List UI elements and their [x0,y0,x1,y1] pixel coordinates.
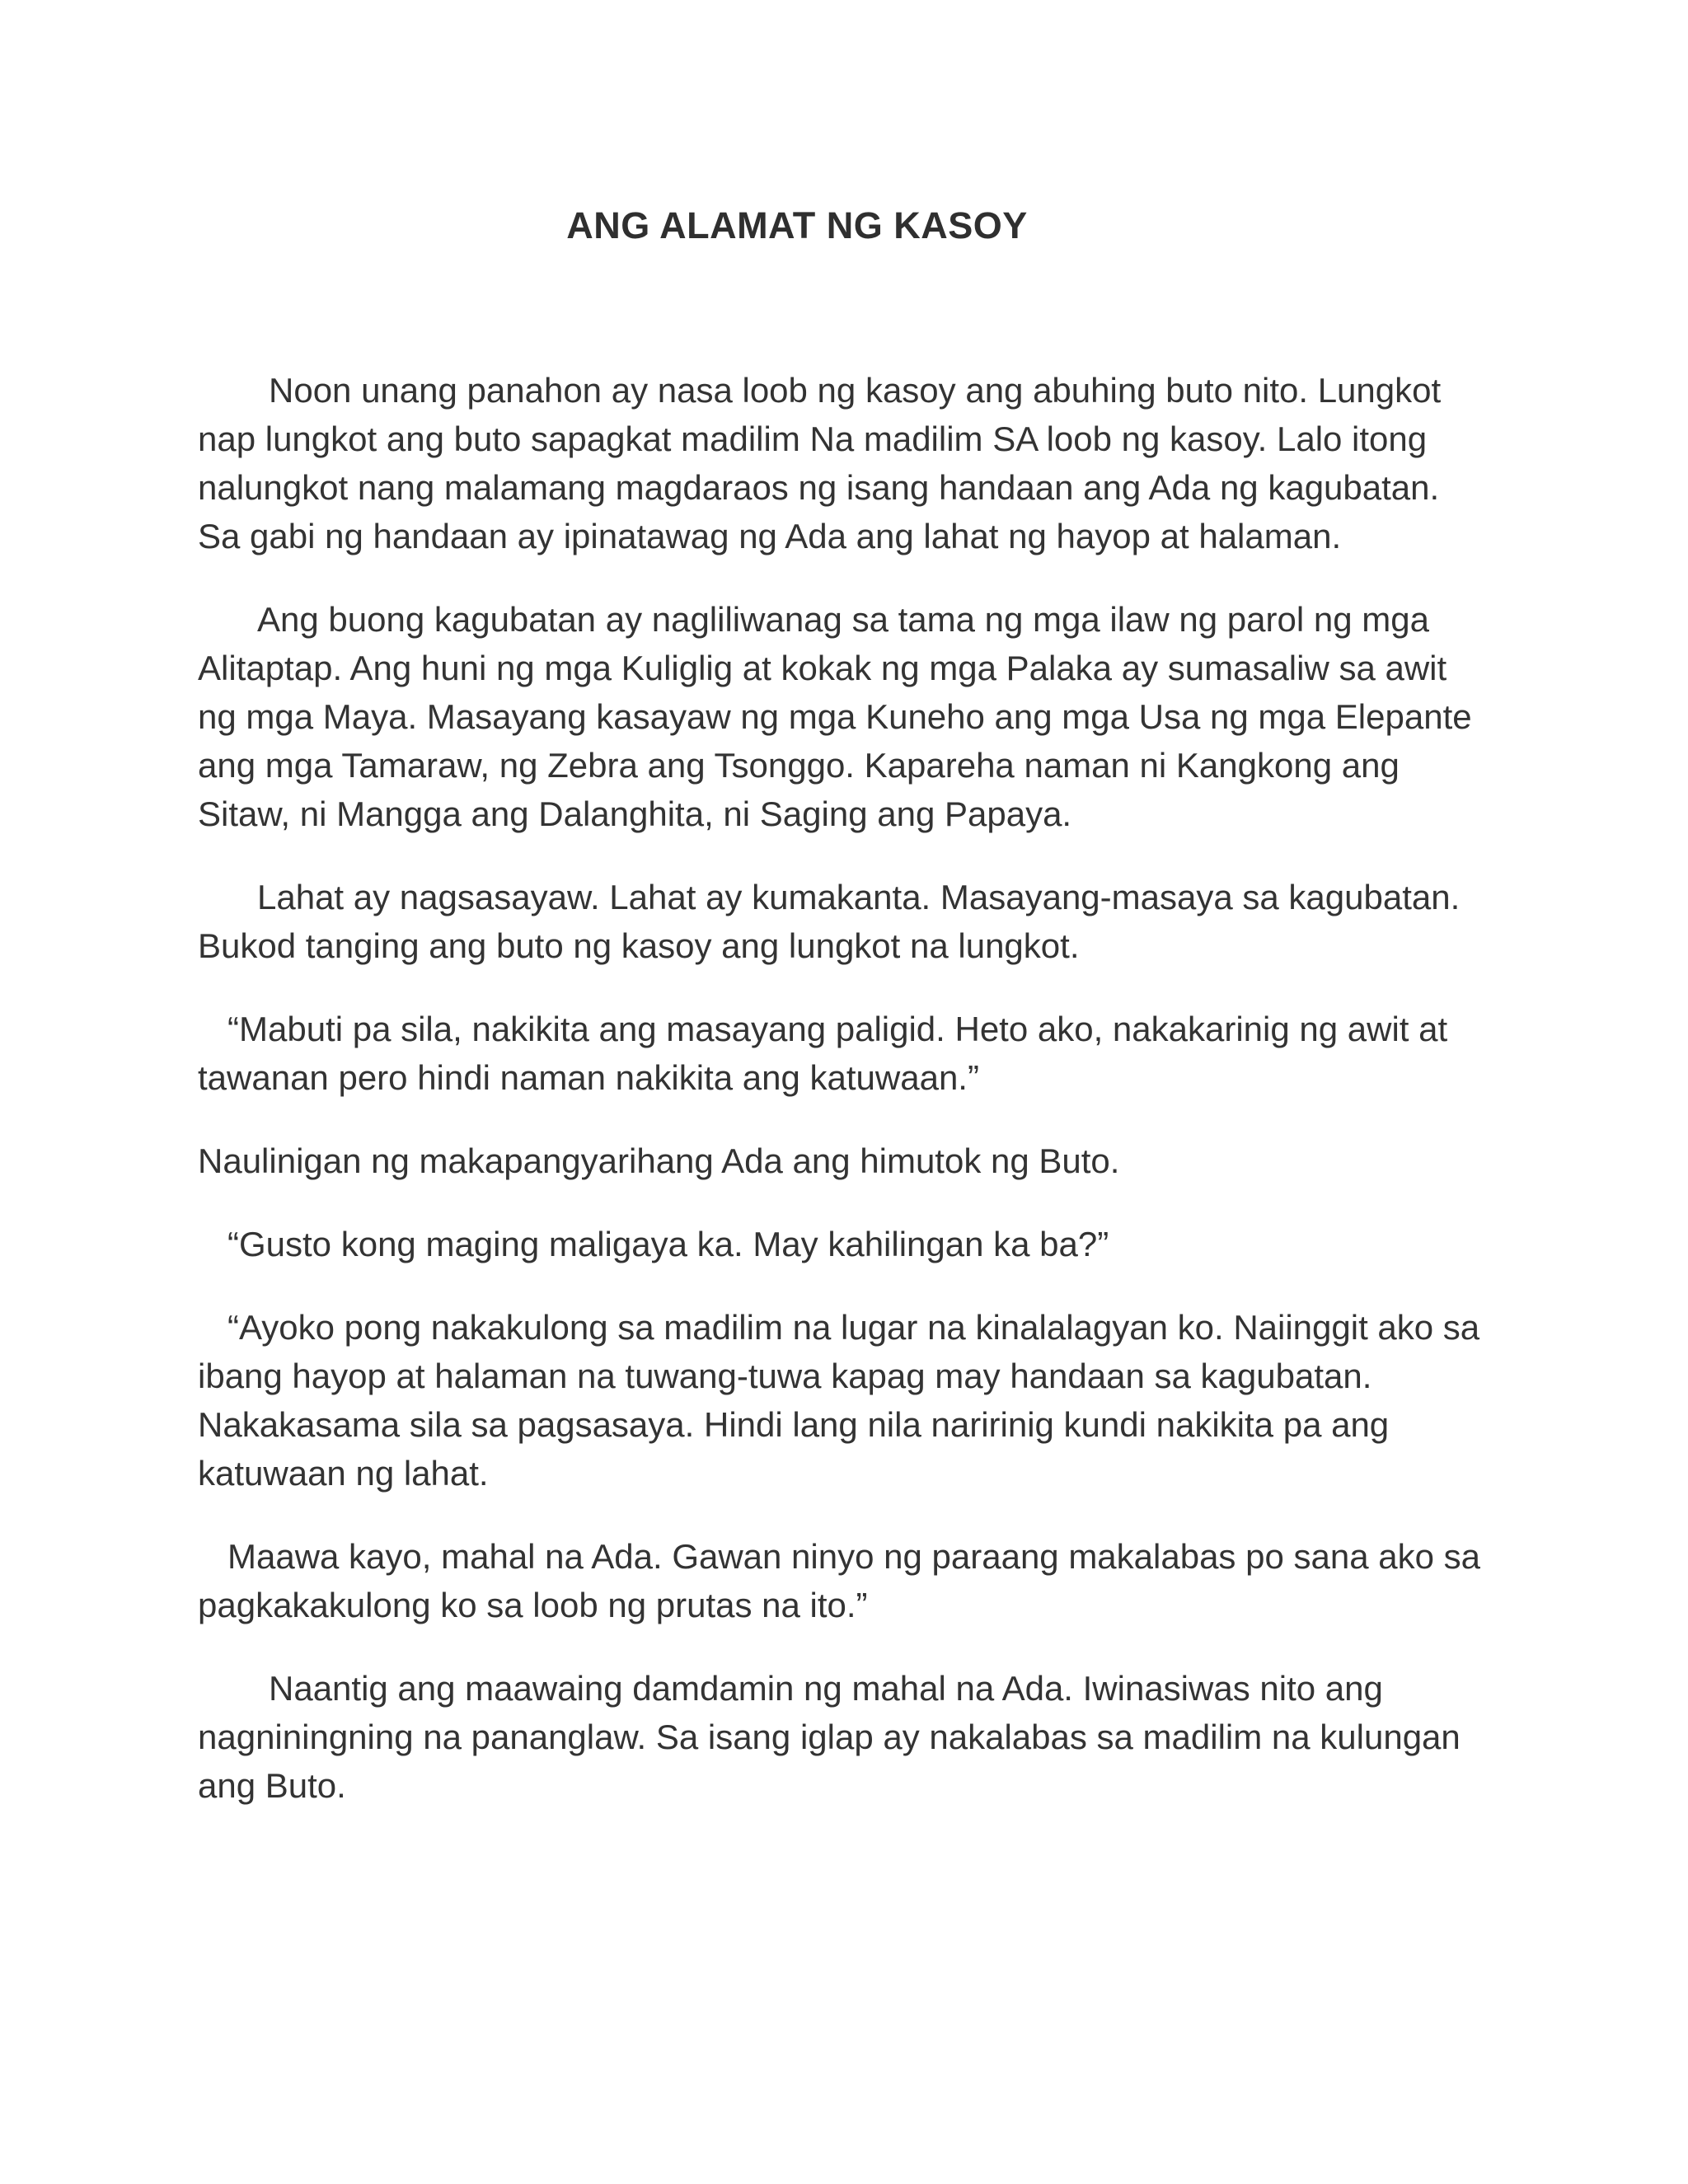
paragraph-4: “Mabuti pa sila, nakikita ang masayang paligid. Heto ako, nakakarinig ng awit at tawanan pero hindi naman nakikita ang katuwaan.” [198,1010,1448,1097]
paragraph-1: Noon unang panahon ay nasa loob ng kasoy ang abuhing buto nito. Lungkot nap lungkot ang buto sapagkat madilim Na madilim SA loob ng kasoy. Lalo itong nalungkot nang malamang magdaraos ng isang handaan ang Ada ng kagubatan. Sa gabi ng handaan ay ipinatawag ng Ada ang lahat ng hayop at halaman. [198,371,1442,555]
paragraph-6: “Gusto kong maging maligaya ka. May kahilingan ka ba?” [227,1225,1109,1263]
paragraph-5: Naulinigan ng makapangyarihang Ada ang himutok ng Buto. [198,1141,1120,1180]
paragraph-2: Ang buong kagubatan ay nagliliwanag sa tama ng mga ilaw ng parol ng mga Alitaptap. Ang huni ng mga Kuliglig at kokak ng mga Palaka ay sumasaliw sa awit ng mga Maya. Masayang kasayaw ng mga Kuneho ang mga Usa ng mga Elepante ang mga Tamaraw, ng Zebra ang Tsonggo. Kapareha naman ni Kangkong ang Sitaw, ni Mangga ang Dalanghita, ni Saging ang Papaya. [198,600,1472,833]
paragraph-3: Lahat ay nagsasayaw. Lahat ay kumakanta. Masayang-masaya sa kagubatan. Bukod tanging ang buto ng kasoy ang lungkot na lungkot. [198,878,1461,965]
paragraph-8: Maawa kayo, mahal na Ada. Gawan ninyo ng paraang makalabas po sana ako sa pagkakakulong ko sa loob ng prutas na ito.” [198,1537,1480,1624]
document-title: ANG ALAMAT NG KASOY [566,204,1028,246]
paragraph-7: “Ayoko pong nakakulong sa madilim na lugar na kinalalagyan ko. Naiinggit ako sa ibang hayop at halaman na tuwang-tuwa kapag may handaan sa kagubatan. Nakakasama sila sa pagsasaya. Hindi lang nila naririnig kundi nakikita pa ang katuwaan ng lahat. [198,1308,1480,1493]
paragraph-9: Naantig ang maawaing damdamin ng mahal na Ada. Iwinasiwas nito ang nagniningning na pananglaw. Sa isang iglap ay nakalabas sa madilim na kulungan ang Buto. [198,1669,1461,1805]
document-body [198,366,1484,1844]
